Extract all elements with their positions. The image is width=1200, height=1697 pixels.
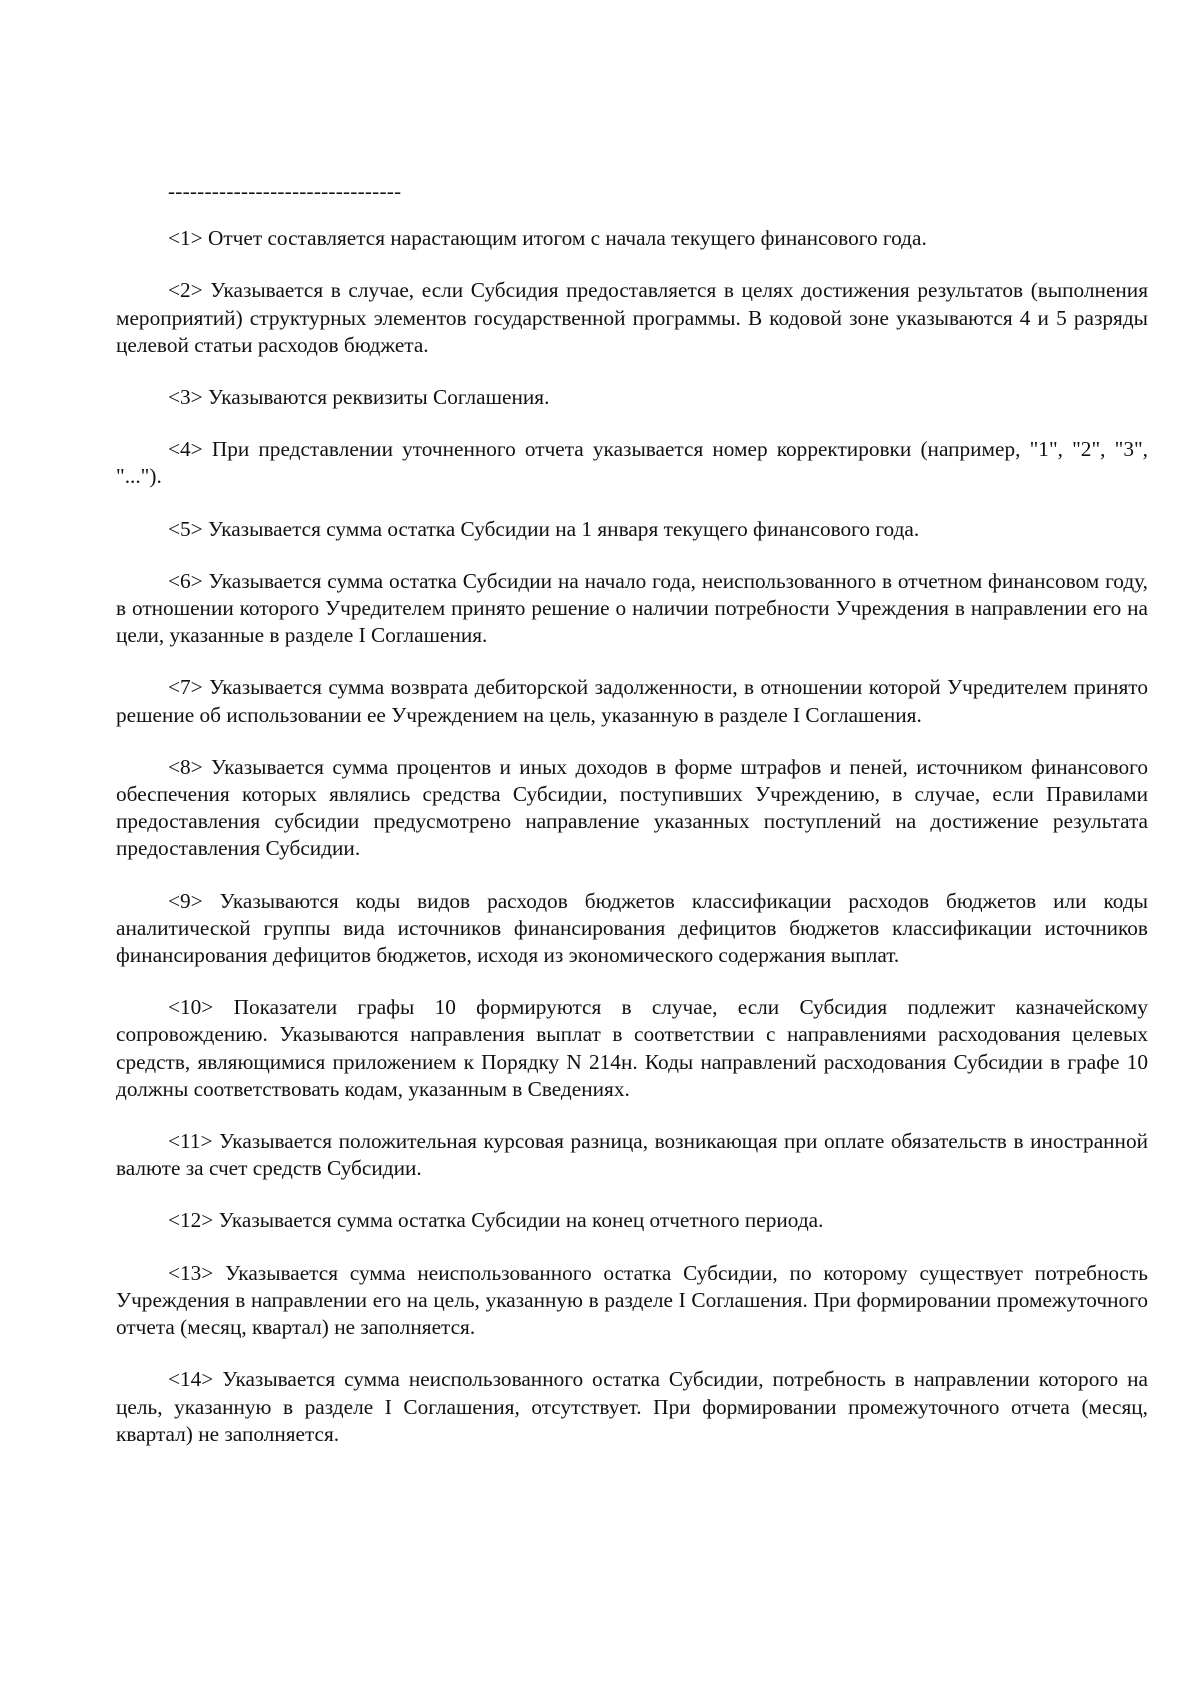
- footnote-5: <5> Указывается сумма остатка Субсидии на 1 января текущего финансового года.: [168, 516, 920, 541]
- footnote-9: <9> Указываются коды видов расходов бюджетов классификации расходов бюджетов или коды аналитической группы вида источников финансирования дефицитов бюджетов классификации источников финансирования дефицитов бюджетов, исходя из экономического содержания выплат.: [116, 888, 1148, 968]
- footnote-1: <1> Отчет составляется нарастающим итогом с начала текущего финансового года.: [168, 226, 927, 251]
- footnote-2: <2> Указывается в случае, если Субсидия предоставляется в целях достижения результатов (выполнения мероприятий) структурных элементов государственной программы. В кодовой зоне указываются 4 и 5 разряды целевой статьи расходов бюджета.: [116, 278, 1148, 357]
- document-page: [116, 178, 1148, 1473]
- footnote-10: <10> Показатели графы 10 формируются в случае, если Субсидия подлежит казначейскому сопровождению. Указываются направления выплат в соответствии с направлениями расходования целевых средств, являющимися приложением к Порядку N 214н. Коды направлений расходования Субсидии в графе 10 должны соответствовать кодам, указанным в Сведениях.: [116, 995, 1148, 1101]
- footnote-7: <7> Указывается сумма возврата дебиторской задолженности, в отношении которой Учредителем принято решение об использовании ее Учреждением на цель, указанную в разделе I Соглашения.: [116, 675, 1148, 727]
- footnote-3: <3> Указываются реквизиты Соглашения.: [168, 385, 550, 410]
- footnote-6: <6> Указывается сумма остатка Субсидии на начало года, неиспользованного в отчетном финансовом году, в отношении которого Учредителем принято решение о наличии потребности Учреждения в направлении его на цели, указанные в разделе I Соглашения.: [116, 568, 1148, 648]
- footnote-separator: --------------------------------: [168, 179, 402, 203]
- footnote-8: <8> Указывается сумма процентов и иных доходов в форме штрафов и пеней, источником финансового обеспечения которых являлись средства Субсидии, поступивших Учреждению, в случае, если Правилами предоставления субсидии предусмотрено направление указанных поступлений на достижение результата предоставления Субсидии.: [116, 754, 1148, 861]
- footnote-11: <11> Указывается положительная курсовая разница, возникающая при оплате обязательств в иностранной валюте за счет средств Субсидии.: [116, 1129, 1148, 1181]
- footnote-12: <12> Указывается сумма остатка Субсидии на конец отчетного периода.: [168, 1208, 824, 1233]
- footnote-13: <13> Указывается сумма неиспользованного остатка Субсидии, по которому существует потребность Учреждения в направлении его на цель, указанную в разделе I Соглашения. При формировании промежуточного отчета (месяц, квартал) не заполняется.: [116, 1260, 1148, 1340]
- footnote-14: <14> Указывается сумма неиспользованного остатка Субсидии, потребность в направлении которого на цель, указанную в разделе I Соглашения, отсутствует. При формировании промежуточного отчета (месяц, квартал) не заполняется.: [116, 1367, 1148, 1446]
- footnote-4: <4> При представлении уточненного отчета указывается номер корректировки (например, "1", "2", "3", "...").: [116, 437, 1148, 489]
